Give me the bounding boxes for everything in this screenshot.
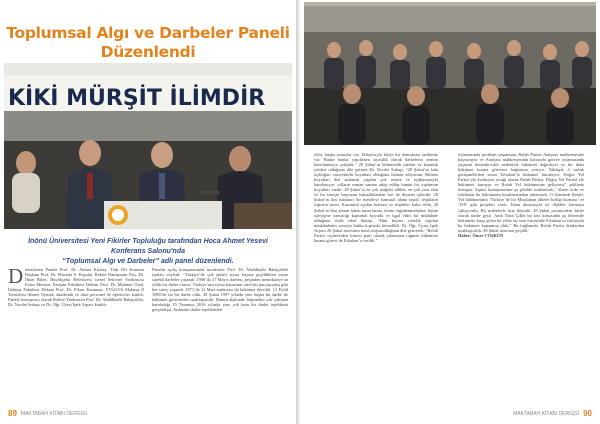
body-column-1-text: üzenlenen Panele Prof. Dr. Ahmet Kızılay, Türk Dil Kurumu Başkanı Prof. Dr. Mustafa S. Kaçalın, Rektör Danışmanı Doç. Dr. İlhan Bilen, Büyükşehir Belediyesi Genel Sekreter Yardımcısı Ertan Munzur, İletişim Fakültesi Dekanı Prof. Dr. Mahmut Önal, İlahiyat Fakültesi Dekanı Prof. Dr. Fikret Karaman, YTÜGVA Malatya İl Temsilcisi Ahmet Oymak, akademik ve idari personel ile öğrenciler katıldı. Panele konuşmacı olarak Rektör Yardımcısı Prof. Dr. Abdülkadir Babaçelebi, Dr. Necdet Subaşı ve Dr. Öğr. Üyesi İpek Arpacı katıldı. [8, 267, 144, 308]
caption-line2: “Toplumsal Algı ve Darbeler” adlı panel düzenlendi. [62, 258, 234, 265]
page-number-right: 90 [583, 409, 592, 418]
caption-line1: İnönü Üniversitesi Yeni Fikirler Topluluğu tarafından Hoca Ahmet Yesevi Konferans Salonu'nda [28, 238, 268, 255]
right-page [300, 0, 600, 424]
article-title-line2: Düzenlendi [100, 43, 196, 61]
folio-text-left: MAKTABAH KİTABI DERGİSİ [20, 410, 87, 417]
folio-text-right: MAKTABAH KİTABI DERGİSİ [513, 410, 580, 417]
page-number-left: 89 [8, 409, 17, 418]
right-folio [513, 409, 592, 418]
photo-caption [10, 237, 286, 267]
left-folio [8, 409, 87, 418]
body-column-4 [458, 152, 584, 408]
body-column-2 [152, 267, 288, 409]
audience-photo [304, 2, 596, 145]
body-column-3 [314, 152, 438, 408]
article-title-line1: Toplumsal Algı ve Darbeler Paneli [6, 24, 290, 42]
body-column-4-text: oylamasında problem yaşanması Refah Partisi Anayasa mahkemesine başvuruyor ve Anayasa mahkemesinin kararıyla göreve oylamasında yaşayan dolandırıcılık nedeniyle hükümet dağıtılıyor ve bir daha hükümet kurma görevini başkasına veriyor. Yaklaşık 4 turluk görüşmelerden sonra Erbakan’la hükümet kuruluyor. Doğru Yol Partisi’yle koalisyon ortağı olarak Refah Partisi, Doğru Yol Partisi’yle hükümeti kuruyor ve Refah Yol hükümetine geliyoruz” şeklinde konuştu. Arpacı konuşmasının şu şekilde sonlandırdı: “Zaten ordu ve istihbarat bu hükümetin kurulmasından rahatsızdı. O dönemde Refah-Yol hükümetinin ‘Türkiye’de bir Müslüman ülkeler birliği kurması’ ve ‘D-8’ gibi projeleri vardı. İslam dünyasıyla iyi ilişkiler kurmaya çalışıyordu. Bu nedenlerle kriz büyüdü. 28 Şubat postmodern darbe olarak tarihe geçti. Anık Tuna Çiller bu kriz karşısında şu dönemde hükümete karşı gelen bu yıllar bu süre öncesinde Erbakan’ın istifasıyla bu hükümet kapanmış oldu.” Bu bağlamda, Refah Partisi iktidardan uzaklaştırıldı, 28 Şubat sürecine geçildi. [458, 152, 584, 233]
left-page [0, 0, 296, 424]
drop-cap: D [8, 264, 24, 288]
body-column-2-text: Panelin açılış konuşmasında moderatör Prof. Dr. Abdülkadir Babaçelebi şunları söyledi: “Türkiye’de çok partili siyasi hayata geçildikten sonra sürekli darbeler yaşandı. 1960’da 27 Mayıs darbesi, peşinden memduraye on yıllık bir darbe oluyor. Türkiye’nin siyasi hayatının canlı bir parçasıymış gibi her süreç yaşandı. 1971’de 12 Mart muhtırası ile hükümet devrildi. 12 Eylül 1980’de ise bir darbe oldu. 28 Şubat 1997 yılında yine başka bir darbe ile hükümet görevinden uzaklaştırıldı. Bunun akabinde hepsinden çok yakınen hatırladığı 15 Temmuz 2016 yılında yine çok hain bir darbe teşebbüsü gerçekleşti. Ardından darbe teşebbüsleri [152, 267, 288, 313]
banner-text: KİKİ MÜRŞİT İLİMDİR [8, 86, 266, 111]
panel-photo [4, 63, 292, 229]
body-column-1 [8, 264, 144, 409]
article-title [6, 24, 290, 62]
body-column-3-text: oldu, başka sonuçlar var. Dolayısıyla böyle bir demokrasi tarihimiz var. Bütün bunlar yapılırken siyasilik olarak darbelerin zemini hazırlanmaya çalışıldı.” 28 Şubat’ın bilinmedik yanları ve karanlık yönleri olduğunu dile getiren Dr. Necdet Subaşı, “28 Şubat’ın hala açıklığını vazıyetindir boyutları olduğunu tahmin ediyorum. Bilinen boyutları dizi anlamda yapılan çok sentez ve açıklamasıyla hatırlanıyor, yılların zaman zaman takip edilip bunun bir toplumun boyutları vardır. 28 Şubat’ta en çok mağdur edilen, en çok yara alan ve bu süreçte başvuran bakanlıklardan biri de diyanet işleridir. 28 Şubat’ın din istismarı bir meseleyi kamusal alana taşıdı, teşkilatın yapısını sarstı. Kurumsal açıdan hafızası ve tespitleri kalıcı oldu. 28 Şubat’ın dini alanın bütün unsurlarına, bütün örgütlenmelerine, bütün işleyişine yansıttığı kapsamlı boyutlu ve işgal edici bir müdahale olduğunu ifade eden Subaşı, “Dini hayata yönelik yapılan müdahalenin sonuçta bütün kuşlarda hissedildi. Dr. Öğr. Üyesi İpek Arpacı 28 Şubat sürecinin nasıl oluşturulduğunu dile getirerek, “Refah Partisi seçimlerden birinci parti olarak çıkmasına rağmen hükümeti kurma görevi de Erbakan’a verildi.” [314, 152, 439, 243]
author-credit: Haber: Ömer COŞKUN [458, 232, 504, 238]
